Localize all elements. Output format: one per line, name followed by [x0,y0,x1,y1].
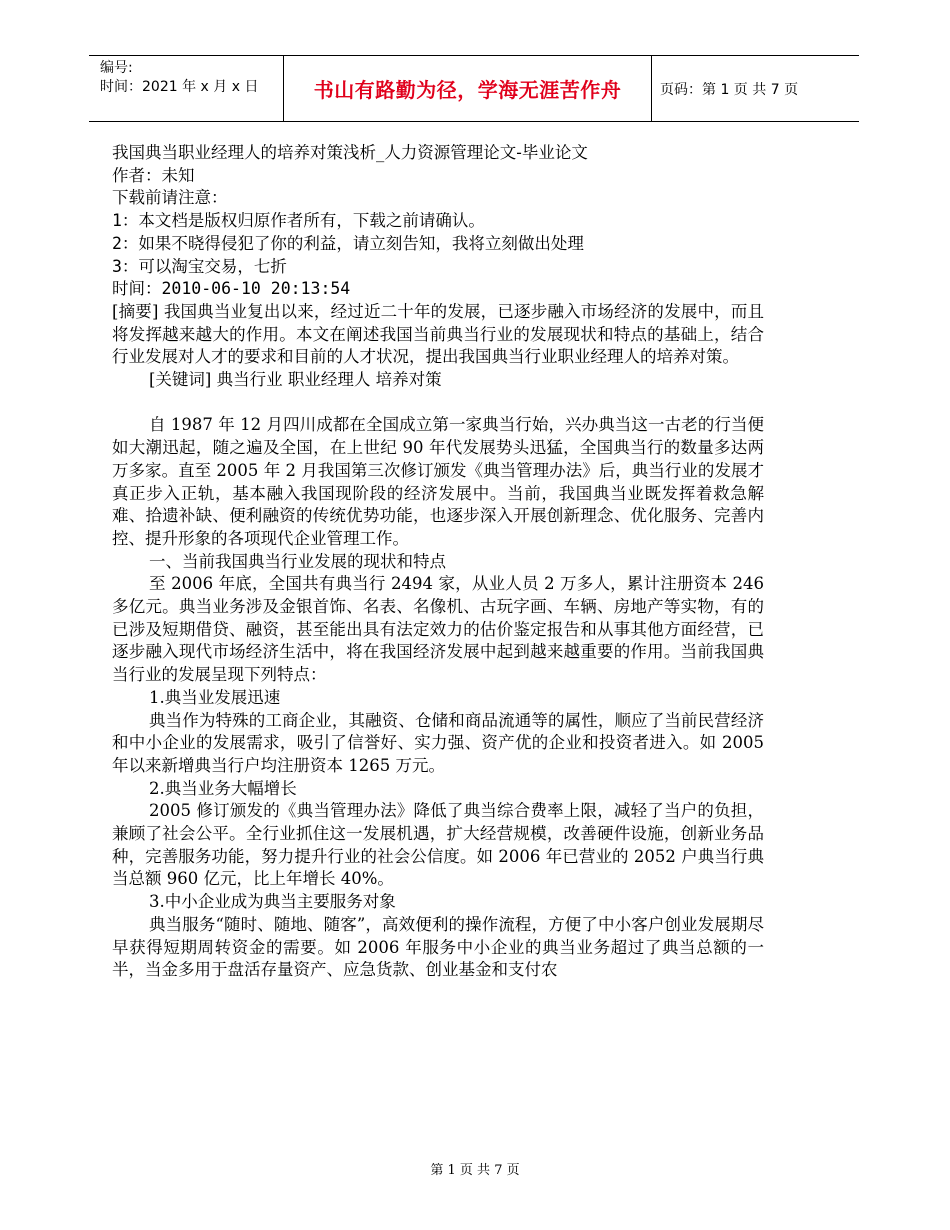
header-motto: 书山有路勤为径，学海无涯苦作舟 [313,77,622,102]
header-left [100,59,258,97]
header-rule-bottom [89,121,859,122]
notice-heading: 下载前请注意： [112,188,228,208]
paragraph-point-1: 典当作为特殊的工商企业，其融资、仓储和商品流通等的属性，顺应了当前民营经济和中小企业的发展需求，吸引了信誉好、实力强、资产优的企业和投资者进入。如 2005 年以来新增典当行户均注册资本 1265 万元。 [112,710,764,775]
paragraph-point-3: 典当服务“随时、随地、随客”，高效便利的操作流程，方便了中小客户创业发展期尽早获得短期周转资金的需要。如 2006 年服务中小企业的典当业务超过了典当总额的一半，当金多用于盘活存量资产、应急货款、创业基金和支付农 [112,914,764,980]
document-time: 时间：2010-06-10 20:13:54 [112,279,351,299]
keywords: [关键词] 典当行业 职业经理人 培养对策 [149,370,442,390]
abstract: [摘要] 我国典当业复出以来，经过近二十年的发展，已逐步融入市场经济的发展中，而且将发挥越来越大的作用。本文在阐述我国当前典当行业的发展现状和特点的基础上，结合行业发展对人才的要求和目前的人才状况，提出我国典当行业职业经理人的培养对策。 [112,301,764,367]
paragraph-point-2: 2005 修订颁发的《典当管理办法》降低了典当综合费率上限，减轻了当户的负担，兼顾了社会公平。全行业抓住这一发展机遇，扩大经营规模，改善硬件设施，创新业务品种，完善服务功能，努力提升行业的社会公信度。如 2006 年已营业的 2052 户典当行典当总额 960 亿元，比上年增长 40%。 [112,801,764,889]
section-heading-1: 一、当前我国典当行业发展的现状和特点 [149,551,446,571]
point-heading-2: 2.典当业务大幅增长 [149,778,297,798]
header-time-label: 时间：2021 年 x 月 x 日 [100,79,259,95]
notice-item-2: 2：如果不晓得侵犯了你的利益，请立刻告知，我将立刻做出处理 [112,233,584,253]
header-page-info: 页码：第 1 页 共 7 页 [660,82,799,98]
page-footer: 第 1 页 共 7 页 [430,1163,520,1178]
header-number-label: 编号: [100,60,133,76]
document-body [112,142,764,982]
point-heading-3: 3.中小企业成为典当主要服务对象 [149,892,396,912]
point-heading-1: 1.典当业发展迅速 [149,687,281,707]
notice-item-3: 3：可以淘宝交易，七折 [112,256,287,276]
document-title: 我国典当职业经理人的培养对策浅析_人力资源管理论文-毕业论文 [112,143,588,162]
spacer [112,392,764,415]
document-author: 作者：未知 [112,165,195,185]
notice-item-1: 1：本文档是版权归原作者所有，下载之前请确认。 [112,211,485,231]
paragraph-intro: 自 1987 年 12 月四川成都在全国成立第一家典当行始，兴办典当这一古老的行当便如大潮迅起，随之遍及全国，在上世纪 90 年代发展势头迅猛，全国典当行的数量多达两万多家。直至 2005 年 2 月我国第三次修订颁发《典当管理办法》后，典当行业的发展才真正步入正轨，基本融入我国现阶段的经济发展中。当前，我国典当业既发挥着救急解难、拾遗补缺、便利融资的传统优势功能，也逐步深入开展创新理念、优化服务、完善内控、提升形象的各项现代企业管理工作。 [112,415,764,548]
header-divider-right [651,55,652,121]
paragraph-status: 至 2006 年底，全国共有典当行 2494 家，从业人员 2 万多人，累计注册资本 246 多亿元。典当业务涉及金银首饰、名表、名像机、古玩字画、车辆、房地产等实物，有的已涉及短期借贷、融资，甚至能出具有法定效力的估价鉴定报告和从事其他方面经营，已逐步融入现代市场经济生活中，将在我国经济发展中起到越来越重要的作用。当前我国典当行业的发展呈现下列特点： [112,574,764,685]
